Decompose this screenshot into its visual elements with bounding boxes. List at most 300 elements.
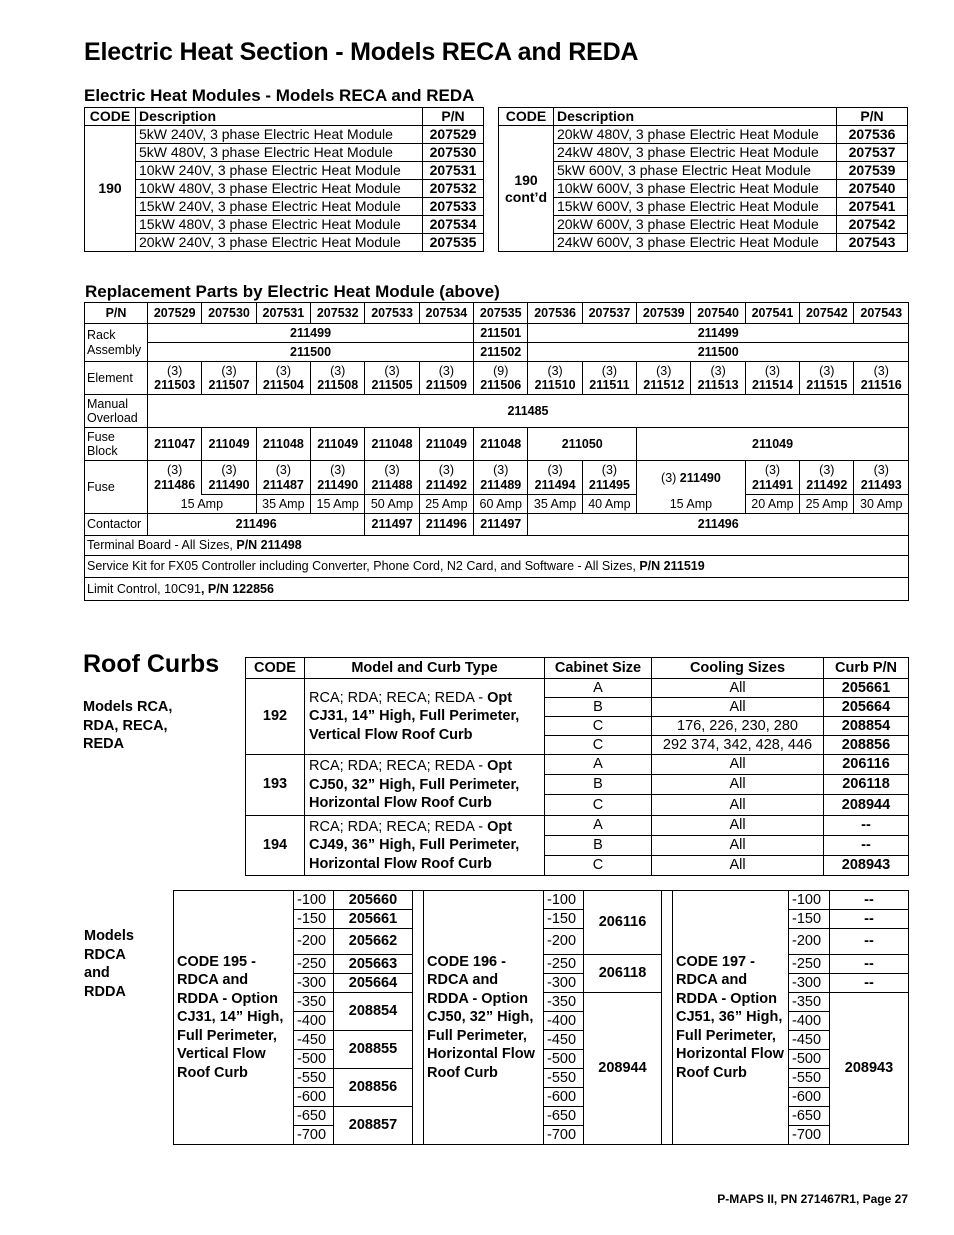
module-code xyxy=(499,126,554,252)
replacement-title: Replacement Parts by Electric Heat Module (above) xyxy=(85,282,500,301)
rdca-size: -350 xyxy=(294,993,334,1012)
rp-fuse-cell xyxy=(365,461,419,495)
rdca-pn: -- xyxy=(830,955,909,974)
rp-element-cell xyxy=(800,362,854,395)
rp-col: 207534 xyxy=(419,303,473,324)
rp-fuse-pn: 211493 xyxy=(860,477,902,492)
rp-fuseblock-pn: 211048 xyxy=(474,428,528,461)
rp-fuse-amp: 15 Amp xyxy=(148,495,257,514)
module-pn: 207540 xyxy=(837,180,908,198)
rp-col: 207530 xyxy=(202,303,256,324)
rc-cooling: All xyxy=(652,835,824,855)
rdca-size: -600 xyxy=(544,1088,584,1107)
rp-qty: (3) xyxy=(764,463,781,478)
rp-contactor-a: 211496 xyxy=(148,514,365,536)
rp-element-cell xyxy=(311,362,365,395)
rc-pn: 208854 xyxy=(824,717,909,736)
rp-col: 207532 xyxy=(311,303,365,324)
module-desc: 15kW 240V, 3 phase Electric Heat Module xyxy=(136,198,423,216)
rp-element-cell xyxy=(528,362,582,395)
rp-fuseblock-pn: 211048 xyxy=(256,428,310,461)
rc-pn: -- xyxy=(824,835,909,855)
rdca-size: -300 xyxy=(294,974,334,993)
rp-col: 207539 xyxy=(637,303,691,324)
rp-element-cell xyxy=(745,362,799,395)
rp-qty: (3) xyxy=(873,363,889,378)
rdca-pn: 208943 xyxy=(830,993,909,1145)
rp-fuse-cell xyxy=(311,461,365,495)
roof-models-label-1: Models RCA, xyxy=(83,699,173,715)
rp-rack-label xyxy=(85,324,148,362)
rp-qty: (3) xyxy=(330,463,346,478)
rp-service-row xyxy=(85,556,909,578)
rdca-pn: 205661 xyxy=(334,910,413,929)
rp-fuse-amp: 15 Amp xyxy=(637,495,746,514)
rp-qty: (3) xyxy=(221,363,237,378)
rdca-pn: 205664 xyxy=(334,974,413,993)
rdca-pn: -- xyxy=(830,891,909,910)
rc-code: 192 xyxy=(246,679,305,755)
rp-element-cell xyxy=(148,362,202,395)
col-code: CODE xyxy=(499,108,554,126)
rp-fuseblock-label-1: Fuse xyxy=(87,429,115,444)
rc-pn: 205661 xyxy=(824,679,909,698)
rc-cooling: All xyxy=(652,679,824,698)
rp-limit-row xyxy=(85,578,909,601)
rp-fuse-amp: 25 Amp xyxy=(419,495,473,514)
rp-pn-header: P/N xyxy=(85,303,148,324)
rp-qty: (3) xyxy=(221,463,237,478)
page-footer: P-MAPS II, PN 271467R1, Page 27 xyxy=(717,1192,908,1206)
rc-cabinet: C xyxy=(545,855,652,875)
rp-element-pn: 211513 xyxy=(697,378,739,392)
rp-service-text: Service Kit for FX05 Controller including Converter, Phone Cord, N2 Card, and Software - All Sizes, xyxy=(87,559,640,574)
rp-element-cell xyxy=(691,362,745,395)
rp-qty: (3) xyxy=(601,463,618,478)
rdca-size: -450 xyxy=(789,1031,830,1050)
rc-cabinet: B xyxy=(545,698,652,717)
rdca-size: -700 xyxy=(789,1126,830,1145)
col-pn: P/N xyxy=(423,108,484,126)
rdca-size: -650 xyxy=(294,1107,334,1126)
rp-qty: (3) xyxy=(873,463,889,478)
module-desc: 5kW 480V, 3 phase Electric Heat Module xyxy=(136,144,423,162)
rp-element-pn: 211512 xyxy=(643,378,685,392)
rp-element-pn: 211511 xyxy=(589,378,630,392)
rp-element-pn: 211515 xyxy=(806,378,848,392)
rc-model-bold: Opt CJ31, 14” High, Full Perimeter, Vertical Flow Roof Curb xyxy=(309,689,520,743)
rp-fuseblock-pn: 211049 xyxy=(419,428,473,461)
rp-rack-b3: 211500 xyxy=(528,343,909,362)
rc-cabinet: A xyxy=(545,815,652,835)
rp-contactor-b: 211497 xyxy=(365,514,419,536)
rdca-pn: 208856 xyxy=(334,1069,413,1107)
rdca-size: -100 xyxy=(789,891,830,910)
rdca-size: -500 xyxy=(544,1050,584,1069)
rc-code: 194 xyxy=(246,815,305,876)
rp-element-pn: 211509 xyxy=(425,378,467,392)
rp-qty: (3) xyxy=(384,463,400,478)
rp-qty: (3) xyxy=(661,470,677,485)
module-pn: 207539 xyxy=(837,162,908,180)
rc-model xyxy=(305,815,545,876)
rp-fuse-pn: 211494 xyxy=(534,477,576,492)
rp-fuse-pn: 211490 xyxy=(317,477,359,492)
rc-col-code: CODE xyxy=(246,658,305,679)
rp-qty: (3) xyxy=(384,363,400,378)
rdca-size: -200 xyxy=(544,929,584,955)
module-desc: 15kW 600V, 3 phase Electric Heat Module xyxy=(554,198,837,216)
rc-cooling: 292 374, 342, 428, 446 xyxy=(652,736,824,755)
rp-qty: (3) xyxy=(275,463,291,478)
rc-col-cabinet: Cabinet Size xyxy=(545,658,652,679)
rp-fuse-pn: 211492 xyxy=(425,477,467,492)
rdca-size: -650 xyxy=(789,1107,830,1126)
rdca-spacer xyxy=(413,891,424,1145)
rp-overload-label-1: Manual xyxy=(87,396,128,411)
rdca-size: -250 xyxy=(294,955,334,974)
rdca-size: -150 xyxy=(789,910,830,929)
module-pn: 207537 xyxy=(837,144,908,162)
rp-fuse-pn: 211489 xyxy=(480,477,522,492)
rdca-size: -600 xyxy=(294,1088,334,1107)
rc-pn: 206116 xyxy=(824,755,909,775)
rdca-code-195: CODE 195 - RDCA and RDDA - Option CJ31, 14” High, Full Perimeter, Vertical Flow Roof Curb xyxy=(174,891,294,1145)
rc-model-plain: RCA; RDA; RECA; REDA - xyxy=(309,689,488,706)
roof-curb-table xyxy=(245,657,909,876)
module-pn: 207529 xyxy=(423,126,484,144)
rp-qty: (3) xyxy=(601,363,618,378)
rdca-size: -150 xyxy=(294,910,334,929)
rp-col: 207529 xyxy=(148,303,202,324)
rp-col: 207533 xyxy=(365,303,419,324)
rp-fuse-amp: 35 Amp xyxy=(256,495,310,514)
rdca-label-3: and xyxy=(84,965,110,981)
rp-element-pn: 211503 xyxy=(154,378,196,392)
module-desc: 20kW 600V, 3 phase Electric Heat Module xyxy=(554,216,837,234)
rc-col-model: Model and Curb Type xyxy=(305,658,545,679)
rp-rack-label-1: Rack xyxy=(87,328,116,343)
rc-pn: 208943 xyxy=(824,855,909,875)
rdca-size: -500 xyxy=(789,1050,830,1069)
rdca-pn: 205662 xyxy=(334,929,413,955)
rdca-size: -700 xyxy=(544,1126,584,1145)
rdca-size: -550 xyxy=(789,1069,830,1088)
rc-model xyxy=(305,755,545,816)
module-pn: 207535 xyxy=(423,234,484,252)
rp-col: 207540 xyxy=(691,303,745,324)
rdca-size: -200 xyxy=(294,929,334,955)
rp-fuseblock-pn: 211048 xyxy=(365,428,419,461)
rp-element-pn: 211507 xyxy=(208,378,250,392)
rp-fuseblock-label xyxy=(85,428,148,461)
rdca-size: -700 xyxy=(294,1126,334,1145)
rdca-pn: -- xyxy=(830,910,909,929)
rdca-size: -550 xyxy=(544,1069,584,1088)
rp-element-cell xyxy=(474,362,528,395)
rp-qty: (3) xyxy=(167,463,183,478)
rc-cabinet: A xyxy=(545,679,652,698)
rdca-pn: 208854 xyxy=(334,993,413,1031)
rp-element-cell xyxy=(365,362,419,395)
rc-model xyxy=(305,679,545,755)
rp-qty: (3) xyxy=(167,363,183,378)
rp-col: 207535 xyxy=(474,303,528,324)
rp-qty: (3) xyxy=(547,363,563,378)
rp-fuse-pn: 211487 xyxy=(262,477,304,492)
rdca-size: -350 xyxy=(789,993,830,1012)
modules-table-left xyxy=(84,107,484,252)
rdca-pn: 208855 xyxy=(334,1031,413,1069)
rp-contactor-label: Contactor xyxy=(85,514,148,536)
module-pn: 207533 xyxy=(423,198,484,216)
rp-fuse-cell xyxy=(745,461,799,495)
rc-pn: 206118 xyxy=(824,775,909,795)
rp-fuseblock-pn-c: 211049 xyxy=(637,428,909,461)
rc-cabinet: C xyxy=(545,795,652,815)
module-pn: 207536 xyxy=(837,126,908,144)
rp-qty: (3) xyxy=(656,363,672,378)
rdca-size: -400 xyxy=(789,1012,830,1031)
rp-fuse-amp: 60 Amp xyxy=(474,495,528,514)
rdca-pn: 208857 xyxy=(334,1107,413,1145)
rdca-size: -400 xyxy=(544,1012,584,1031)
rdca-code-197: CODE 197 - RDCA and RDDA - Option CJ51, 36” High, Full Perimeter, Horizontal Flow Roof Curb xyxy=(673,891,789,1145)
rdca-pn: -- xyxy=(830,974,909,993)
col-desc: Description xyxy=(136,108,423,126)
module-pn: 207532 xyxy=(423,180,484,198)
rdca-size: -550 xyxy=(294,1069,334,1088)
rp-fuse-cell xyxy=(474,461,528,495)
rdca-label-4: RDDA xyxy=(84,983,126,1000)
module-pn: 207541 xyxy=(837,198,908,216)
rdca-size: -300 xyxy=(544,974,584,993)
module-pn: 207530 xyxy=(423,144,484,162)
rdca-size: -100 xyxy=(294,891,334,910)
rp-fuse-cell xyxy=(800,461,854,495)
rp-col: 207537 xyxy=(582,303,636,324)
rc-cooling: All xyxy=(652,855,824,875)
roof-curbs-title: Roof Curbs xyxy=(83,650,220,678)
rp-element-pn: 211510 xyxy=(534,378,576,392)
rp-overload-label-2: Overload xyxy=(87,411,138,425)
rdca-pn: 206116 xyxy=(584,891,662,955)
module-code-line2: cont’d xyxy=(505,188,547,205)
rp-col: 207531 xyxy=(256,303,310,324)
rp-fuse-cell xyxy=(854,461,909,495)
rc-cooling: All xyxy=(652,698,824,717)
rp-contactor-e: 211496 xyxy=(528,514,909,536)
rp-overload-pn: 211485 xyxy=(148,395,909,428)
rp-fuseblock-pn-b: 211050 xyxy=(528,428,637,461)
module-desc: 10kW 240V, 3 phase Electric Heat Module xyxy=(136,162,423,180)
module-code: 190 xyxy=(85,126,136,252)
rdca-pn: 205663 xyxy=(334,955,413,974)
rp-element-pn: 211505 xyxy=(371,378,413,392)
rp-qty: (3) xyxy=(764,363,781,378)
rdca-size: -300 xyxy=(789,974,830,993)
module-desc: 5kW 600V, 3 phase Electric Heat Module xyxy=(554,162,837,180)
rdca-size: -650 xyxy=(544,1107,584,1126)
rp-element-cell xyxy=(419,362,473,395)
rdca-label-1: Models xyxy=(84,928,134,944)
rp-fuse-amp: 15 Amp xyxy=(311,495,365,514)
rdca-pn: 205660 xyxy=(334,891,413,910)
rp-contactor-c: 211496 xyxy=(419,514,473,536)
rp-element-cell xyxy=(256,362,310,395)
module-desc: 10kW 480V, 3 phase Electric Heat Module xyxy=(136,180,423,198)
rp-qty: (3) xyxy=(493,463,509,478)
rp-col: 207542 xyxy=(800,303,854,324)
rp-contactor-d: 211497 xyxy=(474,514,528,536)
rc-cooling: All xyxy=(652,775,824,795)
rp-fuseblock-pn: 211049 xyxy=(202,428,256,461)
rdca-size: -450 xyxy=(544,1031,584,1050)
rc-col-cooling: Cooling Sizes xyxy=(652,658,824,679)
replacement-table xyxy=(84,302,909,601)
module-code-line1: 190 xyxy=(514,172,538,189)
rdca-label-2: RDCA xyxy=(84,946,126,963)
rp-fuse-amp: 25 Amp xyxy=(800,495,854,514)
module-desc: 5kW 240V, 3 phase Electric Heat Module xyxy=(136,126,423,144)
rdca-code-196: CODE 196 - RDCA and RDDA - Option CJ50, 32” High, Full Perimeter, Horizontal Flow Roof Curb xyxy=(424,891,544,1145)
rp-rack-a1: 211499 xyxy=(148,324,474,343)
rp-rack-b2: 211502 xyxy=(474,343,528,362)
rdca-size: -600 xyxy=(789,1088,830,1107)
rdca-size: -400 xyxy=(294,1012,334,1031)
rp-rack-b1: 211500 xyxy=(148,343,474,362)
rp-limit-text: Limit Control, 10C91 xyxy=(87,581,201,596)
rdca-size: -100 xyxy=(544,891,584,910)
rp-qty: (3) xyxy=(330,363,346,378)
rp-element-cell xyxy=(637,362,691,395)
col-pn: P/N xyxy=(837,108,908,126)
rc-col-pn: Curb P/N xyxy=(824,658,909,679)
col-code: CODE xyxy=(85,108,136,126)
rc-pn: 208944 xyxy=(824,795,909,815)
module-pn: 207531 xyxy=(423,162,484,180)
module-desc: 15kW 480V, 3 phase Electric Heat Module xyxy=(136,216,423,234)
rdca-size: -350 xyxy=(544,993,584,1012)
rp-qty: (3) xyxy=(547,463,563,478)
rp-fuseblock-pn: 211049 xyxy=(311,428,365,461)
rc-cooling: 176, 226, 230, 280 xyxy=(652,717,824,736)
rdca-pn: 206118 xyxy=(584,955,662,993)
roof-models-label xyxy=(83,698,172,754)
rp-element-pn: 211504 xyxy=(262,378,304,392)
rp-fuse-pn: 211492 xyxy=(806,477,848,492)
rdca-pn: -- xyxy=(830,929,909,955)
rdca-size: -250 xyxy=(544,955,584,974)
rc-cabinet: B xyxy=(545,835,652,855)
rp-col: 207543 xyxy=(854,303,909,324)
rp-element-cell xyxy=(854,362,909,395)
rp-fuse-cell xyxy=(419,461,473,495)
rp-service-pn: P/N 211519 xyxy=(639,559,705,574)
col-desc: Description xyxy=(554,108,837,126)
rp-qty: (3) xyxy=(710,363,726,378)
rc-cabinet: B xyxy=(545,775,652,795)
rp-element-pn: 211516 xyxy=(860,378,902,392)
rp-element-label: Element xyxy=(85,362,148,395)
rp-fuse-amp: 30 Amp xyxy=(854,495,909,514)
rp-qty: (3) xyxy=(438,363,455,378)
rp-fuse-amp: 40 Amp xyxy=(582,495,636,514)
rp-fuse-pn: 211491 xyxy=(751,477,793,492)
rp-overload-label xyxy=(85,395,148,428)
rdca-curb-table xyxy=(173,890,909,1145)
rc-pn: 208856 xyxy=(824,736,909,755)
rp-rack-label-2: Assembly xyxy=(87,342,142,357)
rp-fuse-amp: 50 Amp xyxy=(365,495,419,514)
module-pn: 207534 xyxy=(423,216,484,234)
module-pn: 207542 xyxy=(837,216,908,234)
module-desc: 10kW 600V, 3 phase Electric Heat Module xyxy=(554,180,837,198)
rc-model-plain: RCA; RDA; RECA; REDA - xyxy=(309,758,488,774)
rp-element-pn: 211514 xyxy=(751,378,793,392)
rp-rack-a2: 211501 xyxy=(474,324,528,343)
rp-terminal-pn: P/N 211498 xyxy=(236,538,302,553)
rc-cabinet: C xyxy=(545,717,652,736)
rp-fuse-pn: 211490 xyxy=(679,470,721,485)
rp-fuse-pn: 211490 xyxy=(208,477,250,492)
rc-cooling: All xyxy=(652,795,824,815)
rp-fuseblock-pn: 211047 xyxy=(148,428,202,461)
rp-fuse-cell xyxy=(256,461,310,495)
roof-models-label-2: RDA, RECA, xyxy=(83,717,168,734)
rp-qty: (3) xyxy=(275,363,291,378)
module-pn: 207543 xyxy=(837,234,908,252)
rc-cabinet: C xyxy=(545,736,652,755)
module-desc: 20kW 480V, 3 phase Electric Heat Module xyxy=(554,126,837,144)
rdca-size: -450 xyxy=(294,1031,334,1050)
rc-pn: -- xyxy=(824,815,909,835)
rc-model-bold: Opt CJ50, 32” High, Full Perimeter, Horizontal Flow Roof Curb xyxy=(309,758,520,811)
rc-model-plain: RCA; RDA; RECA; REDA - xyxy=(309,818,488,835)
page-title: Electric Heat Section - Models RECA and REDA xyxy=(84,38,639,66)
rp-fuse-amp: 20 Amp xyxy=(745,495,799,514)
rp-fuse-pn: 211488 xyxy=(371,477,413,492)
rp-qty: (9) xyxy=(493,363,509,378)
rp-col: 207536 xyxy=(528,303,582,324)
module-desc: 20kW 240V, 3 phase Electric Heat Module xyxy=(136,234,423,252)
rc-cabinet: A xyxy=(545,755,652,775)
rc-code: 193 xyxy=(246,755,305,816)
rp-element-cell xyxy=(582,362,636,395)
rdca-size: -200 xyxy=(789,929,830,955)
rp-fuse-pn: 211495 xyxy=(588,477,630,492)
rp-fuse-cell xyxy=(582,461,636,495)
rp-rack-a3: 211499 xyxy=(528,324,909,343)
rp-fuse-mid xyxy=(637,461,746,495)
rdca-size: -500 xyxy=(294,1050,334,1069)
rp-element-cell xyxy=(202,362,256,395)
rp-terminal-row xyxy=(85,536,909,556)
rp-fuse-cell xyxy=(528,461,582,495)
rp-limit-pn: , P/N 122856 xyxy=(200,581,274,596)
rp-qty: (3) xyxy=(819,463,835,478)
rp-qty: (3) xyxy=(819,363,835,378)
rdca-models-label xyxy=(84,927,134,1001)
rp-col: 207541 xyxy=(745,303,799,324)
rp-fuse-pn: 211486 xyxy=(154,477,196,492)
rc-cooling: All xyxy=(652,755,824,775)
modules-table-right xyxy=(498,107,908,252)
rc-cooling: All xyxy=(652,815,824,835)
rp-fuseblock-label-2: Block xyxy=(87,444,118,458)
module-desc: 24kW 600V, 3 phase Electric Heat Module xyxy=(554,234,837,252)
modules-title: Electric Heat Modules - Models RECA and REDA xyxy=(84,86,475,105)
